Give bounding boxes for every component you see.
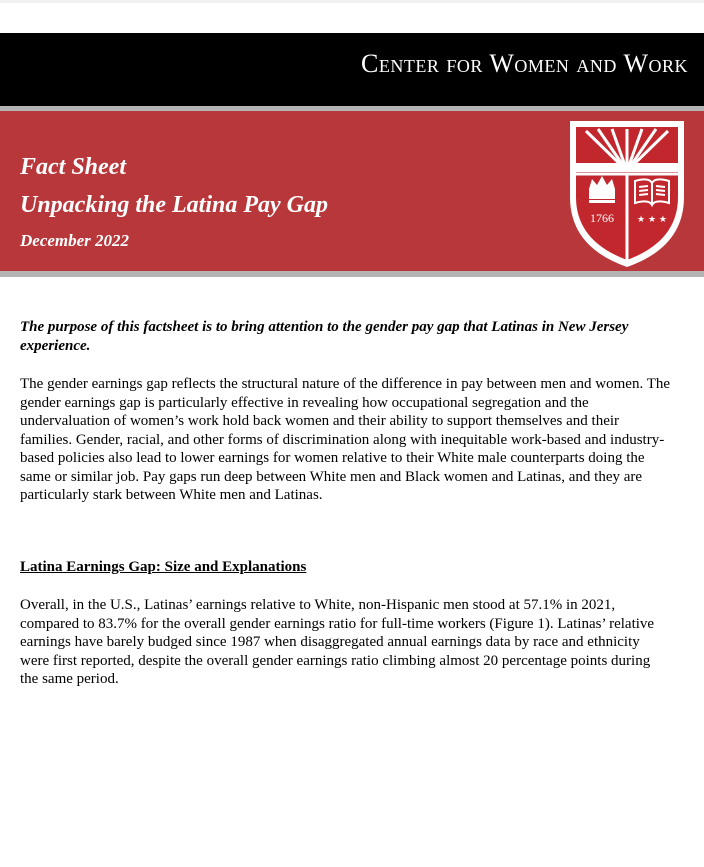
section-heading: Latina Earnings Gap: Size and Explanations	[20, 559, 307, 575]
publication-date: December 2022	[20, 231, 130, 250]
org-name: Center for Women and Work	[361, 49, 688, 78]
seal-year: 1766	[590, 211, 614, 225]
purpose-statement: The purpose of this factsheet is to bring attention to the gender pay gap that Latinas in New Jersey experience.	[20, 319, 629, 354]
svg-text:★ ★ ★: ★ ★ ★	[637, 215, 667, 225]
fact-sheet-label: Fact Sheet	[20, 154, 126, 180]
top-rule	[0, 0, 704, 3]
earnings-paragraph: Overall, in the U.S., Latinas’ earnings relative to White, non-Hispanic men stood at 57.1% in 2021, compared to 83.7% for the overall gender earnings ratio for full-time workers (Figure 1). Latinas’ relative earnings have barely budged since 1987 when disaggregated annual earnings data by race and ethnicity were first reported, despite the overall gender earnings ratio climbing almost 20 percentage points during the same period.	[20, 597, 655, 687]
header-bar	[0, 33, 704, 106]
document-body	[20, 318, 671, 687]
title-banner	[0, 111, 704, 271]
divider	[0, 271, 704, 277]
banner-text	[20, 151, 328, 253]
intro-paragraph: The gender earnings gap reflects the structural nature of the difference in pay between men and women. The gender earnings gap is particularly effective in revealing how occupational segregation and the undervaluation of women’s work hold back women and their ability to support themselves and their families. Gender, racial, and other forms of discrimination along with inequitable work-based and industry-based policies also lead to lower earnings for women relative to their White male counterparts doing the same or similar job. Pay gaps run deep between White men and Black women and Latinas, and they are particularly stark between White men and Latinas.	[20, 376, 671, 503]
rutgers-shield-logo	[568, 119, 686, 269]
page-title: Unpacking the Latina Pay Gap	[20, 192, 329, 218]
